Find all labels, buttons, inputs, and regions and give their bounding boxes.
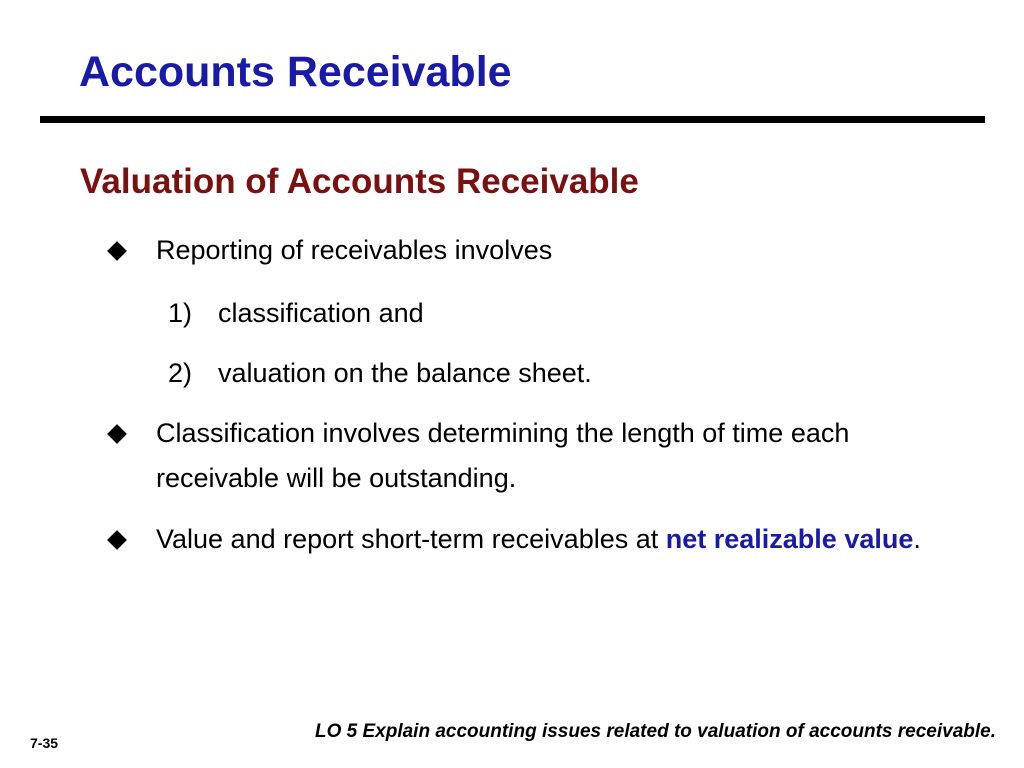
bullet-text-part: Value and report short-term receivables at — [156, 524, 666, 554]
slide-title: Accounts Receivable — [79, 48, 512, 96]
sub-item-number: 2) — [168, 358, 193, 388]
sub-item-number: 1) — [168, 298, 193, 328]
slide-subtitle: Valuation of Accounts Receivable — [80, 162, 639, 201]
emphasis-term: net realizable value — [665, 524, 914, 554]
sub-list-item — [168, 296, 424, 330]
bullet-text-part: . — [913, 524, 921, 554]
sub-item-text: valuation on the balance sheet. — [218, 358, 592, 388]
bullet-text: Classification involves determining the length of time each receivable will be outstanding. — [156, 418, 850, 493]
title-divider — [40, 116, 985, 123]
bullet-text — [156, 517, 976, 562]
bullet-text: Reporting of receivables involves — [156, 235, 553, 265]
diamond-bullet-icon — [107, 530, 127, 550]
sub-list-item — [168, 356, 592, 390]
learning-objective-footer: LO 5 Explain accounting issues related to valuation of accounts receivable. — [314, 721, 996, 742]
diamond-bullet-icon — [107, 241, 127, 261]
sub-item-text: classification and — [218, 298, 424, 328]
diamond-bullet-icon — [107, 424, 127, 444]
page-number: 7-35 — [30, 735, 59, 751]
